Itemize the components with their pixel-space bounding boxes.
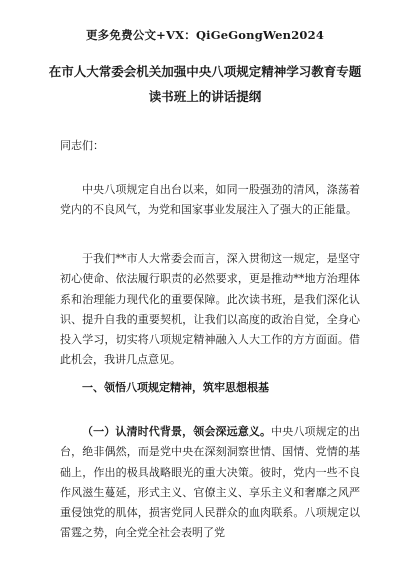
paragraph-section-1-1 [60,422,360,544]
document-title-line-2: 读书班上的讲话提纲 [148,89,262,104]
subsection-body: 中央八项规定的出台，绝非偶然，而是党中央在深刻洞察世情、国情、党情的基础上，作出的极具战略眼光的重大决策。彼时，党内一些不良作风滋生蔓延，形式主义、官僚主义、享乐主义和奢靡之风严重侵蚀党的肌体，损害党同人民群众的血肉联系。八项规定以雷霆之势，向全党全社会表明了党 [60,425,360,540]
paragraph-intro: 中央八项规定自出台以来，如同一股强劲的清风，涤荡着党内的不良风气，为党和国家事业发展注入了强大的正能量。 [60,183,360,217]
section-heading-1: 一、领悟八项规定精神，筑牢思想根基 [82,381,269,394]
paragraph-purpose: 于我们**市人大常委会而言，深入贯彻这一规定，是坚守初心使命、依法履行职责的必然要求，更是推动**地方治理体系和治理能力现代化的重要保障。此次读书班，是我们深化认识、提升自我的重要契机，让我们以高度的政治自觉，全身心投入学习，切实将八项规定精神融入人大工作的方方面面。借此机会，我讲几点意见。 [60,252,360,367]
document-title-line-1: 在市人大常委会机关加强中央八项规定精神学习教育专题 [48,64,362,79]
salutation: 同志们： [60,139,104,152]
watermark-banner: 更多免费公文+VX：QiGeGongWen2024 [85,28,325,42]
subsection-heading: （一）认清时代背景，领会深远意义。 [82,425,272,438]
